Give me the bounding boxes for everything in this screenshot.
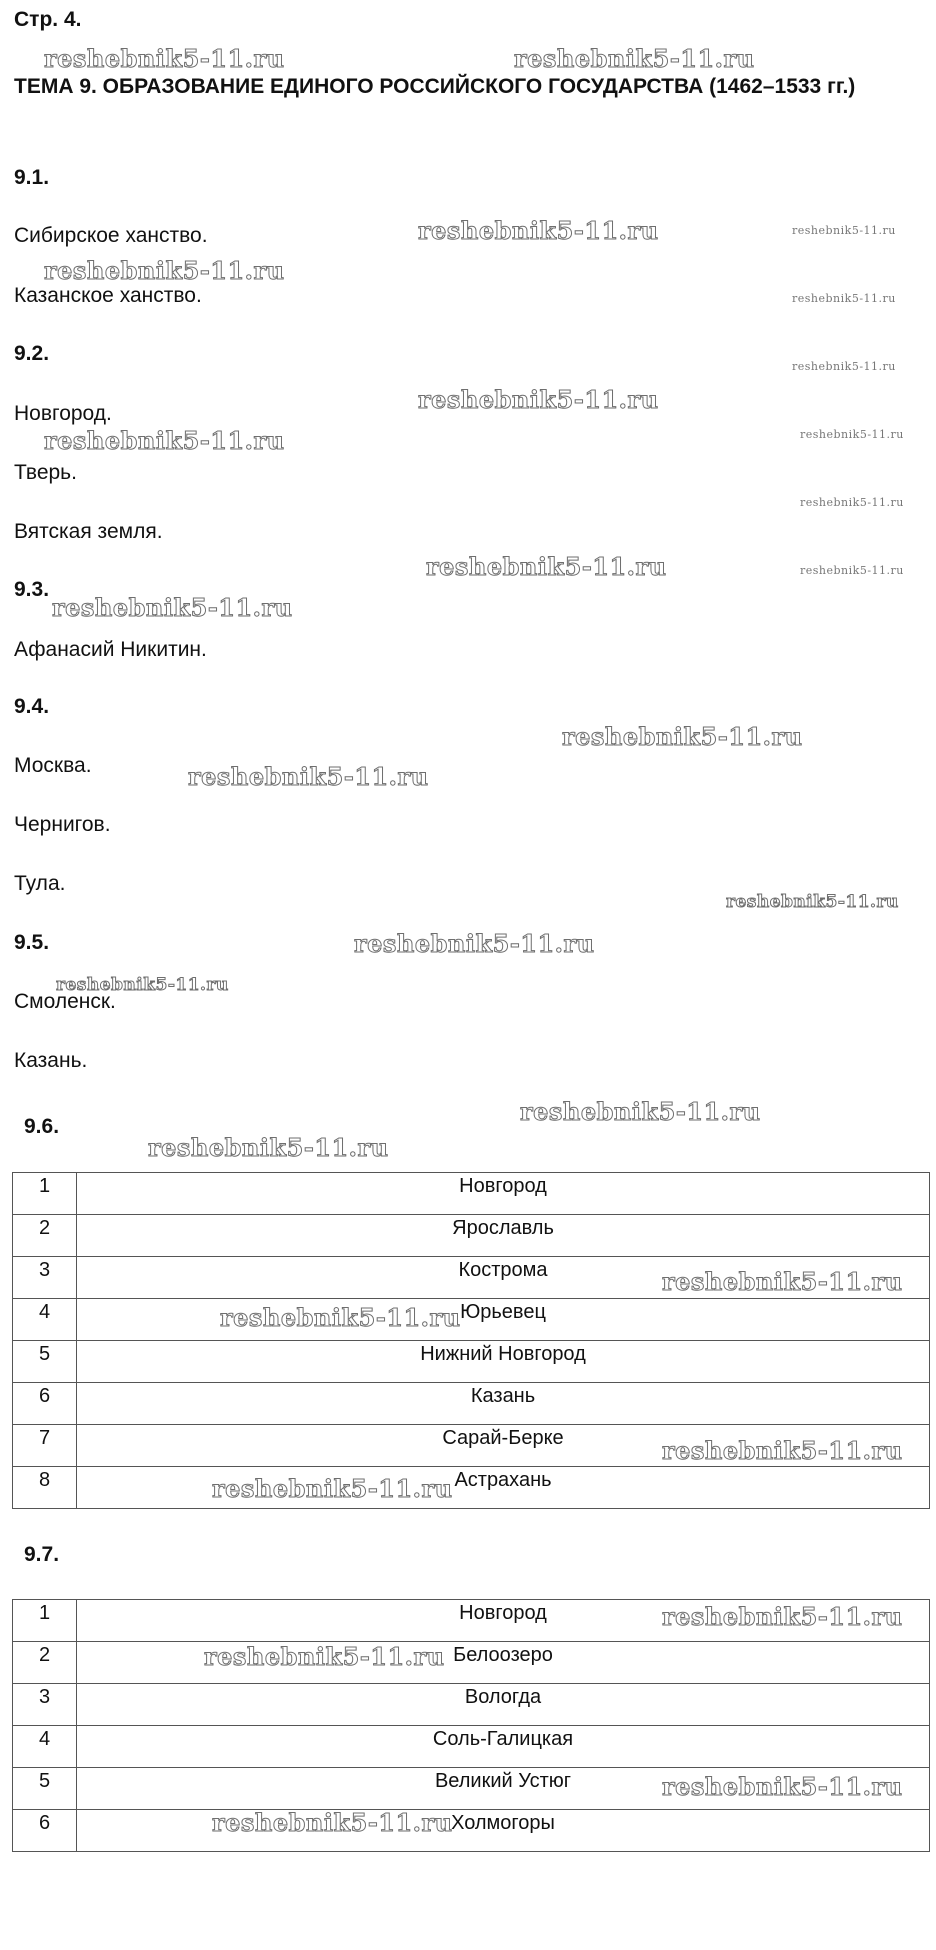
section-number-9-1: 9.1. bbox=[14, 166, 50, 189]
answer-text: Казанское ханство. bbox=[14, 284, 202, 307]
answer-text: Казань. bbox=[14, 1049, 88, 1072]
city-cell: Соль-Галицкая bbox=[77, 1726, 930, 1768]
table-row bbox=[13, 1173, 930, 1215]
table-row bbox=[13, 1467, 930, 1509]
row-number: 1 bbox=[13, 1173, 77, 1215]
watermark: reshebnik5-11.ru bbox=[520, 1097, 761, 1126]
row-number: 6 bbox=[13, 1383, 77, 1425]
row-number: 5 bbox=[13, 1341, 77, 1383]
city-cell: Астрахань bbox=[77, 1467, 930, 1509]
section-number-9-7: 9.7. bbox=[24, 1543, 60, 1566]
watermark: reshebnik5-11.ru bbox=[662, 1772, 903, 1801]
row-number: 2 bbox=[13, 1215, 77, 1257]
watermark: reshebnik5-11.ru bbox=[52, 593, 293, 622]
topic-title: ТЕМА 9. ОБРАЗОВАНИЕ ЕДИНОГО РОССИЙСКОГО ГОСУДАРСТВА (1462–1533 гг.) bbox=[14, 75, 856, 98]
city-cell: Ярославль bbox=[77, 1215, 930, 1257]
row-number: 2 bbox=[13, 1642, 77, 1684]
table-row bbox=[13, 1726, 930, 1768]
section-number-9-2: 9.2. bbox=[14, 342, 50, 365]
watermark: reshebnik5-11.ru bbox=[418, 216, 659, 245]
watermark: reshebnik5-11.ru bbox=[212, 1808, 453, 1837]
city-cell: Новгород bbox=[77, 1173, 930, 1215]
city-cell: Белоозеро bbox=[77, 1642, 930, 1684]
city-cell: Юрьевец bbox=[77, 1299, 930, 1341]
answer-text: Тула. bbox=[14, 872, 66, 895]
watermark: reshebnik5-11.ru bbox=[188, 762, 429, 791]
watermark: reshebnik5-11.ru bbox=[800, 428, 904, 441]
row-number: 1 bbox=[13, 1600, 77, 1642]
row-number: 6 bbox=[13, 1810, 77, 1852]
section-number-9-5: 9.5. bbox=[14, 931, 50, 954]
route-table-9-7 bbox=[12, 1599, 930, 1852]
watermark: reshebnik5-11.ru bbox=[562, 722, 803, 751]
watermark: reshebnik5-11.ru bbox=[220, 1303, 461, 1332]
city-cell: Казань bbox=[77, 1383, 930, 1425]
city-cell: Нижний Новгород bbox=[77, 1341, 930, 1383]
watermark: reshebnik5-11.ru bbox=[426, 552, 667, 581]
watermark: reshebnik5-11.ru bbox=[44, 44, 285, 73]
watermark: reshebnik5-11.ru bbox=[662, 1267, 903, 1296]
table-row bbox=[13, 1299, 930, 1341]
answer-text: Чернигов. bbox=[14, 813, 111, 836]
row-number: 3 bbox=[13, 1257, 77, 1299]
answer-text: Тверь. bbox=[14, 461, 77, 484]
row-number: 4 bbox=[13, 1726, 77, 1768]
watermark: reshebnik5-11.ru bbox=[792, 224, 896, 237]
watermark: reshebnik5-11.ru bbox=[418, 385, 659, 414]
table-row bbox=[13, 1642, 930, 1684]
row-number: 3 bbox=[13, 1684, 77, 1726]
watermark: reshebnik5-11.ru bbox=[56, 975, 229, 995]
row-number: 5 bbox=[13, 1768, 77, 1810]
answer-text: Вятская земля. bbox=[14, 520, 163, 543]
city-cell: Великий Устюг bbox=[77, 1768, 930, 1810]
row-number: 7 bbox=[13, 1425, 77, 1467]
city-cell: Кострома bbox=[77, 1257, 930, 1299]
watermark: reshebnik5-11.ru bbox=[204, 1642, 445, 1671]
section-number-9-4: 9.4. bbox=[14, 695, 50, 718]
answer-text: Смоленск. bbox=[14, 990, 116, 1013]
watermark: reshebnik5-11.ru bbox=[44, 256, 285, 285]
watermark: reshebnik5-11.ru bbox=[792, 360, 896, 373]
answer-text: Новгород. bbox=[14, 402, 112, 425]
answer-text: Афанасий Никитин. bbox=[14, 638, 207, 661]
table-row bbox=[13, 1215, 930, 1257]
city-cell: Холмогоры bbox=[77, 1810, 930, 1852]
section-number-9-6: 9.6. bbox=[24, 1115, 60, 1138]
row-number: 8 bbox=[13, 1467, 77, 1509]
page-label: Стр. 4. bbox=[14, 8, 82, 31]
table-row bbox=[13, 1341, 930, 1383]
watermark: reshebnik5-11.ru bbox=[148, 1133, 389, 1162]
watermark: reshebnik5-11.ru bbox=[662, 1602, 903, 1631]
table-row bbox=[13, 1810, 930, 1852]
watermark: reshebnik5-11.ru bbox=[662, 1436, 903, 1465]
city-cell: Сарай-Берке bbox=[77, 1425, 930, 1467]
watermark: reshebnik5-11.ru bbox=[212, 1474, 453, 1503]
row-number: 4 bbox=[13, 1299, 77, 1341]
watermark: reshebnik5-11.ru bbox=[800, 564, 904, 577]
answer-text: Сибирское ханство. bbox=[14, 224, 208, 247]
section-number-9-3: 9.3. bbox=[14, 578, 50, 601]
answer-text: Москва. bbox=[14, 754, 92, 777]
city-cell: Новгород bbox=[77, 1600, 930, 1642]
table-row bbox=[13, 1684, 930, 1726]
watermark: reshebnik5-11.ru bbox=[726, 892, 899, 912]
watermark: reshebnik5-11.ru bbox=[44, 426, 285, 455]
table-row bbox=[13, 1383, 930, 1425]
city-cell: Вологда bbox=[77, 1684, 930, 1726]
watermark: reshebnik5-11.ru bbox=[800, 496, 904, 509]
watermark: reshebnik5-11.ru bbox=[354, 929, 595, 958]
watermark: reshebnik5-11.ru bbox=[514, 44, 755, 73]
watermark: reshebnik5-11.ru bbox=[792, 292, 896, 305]
